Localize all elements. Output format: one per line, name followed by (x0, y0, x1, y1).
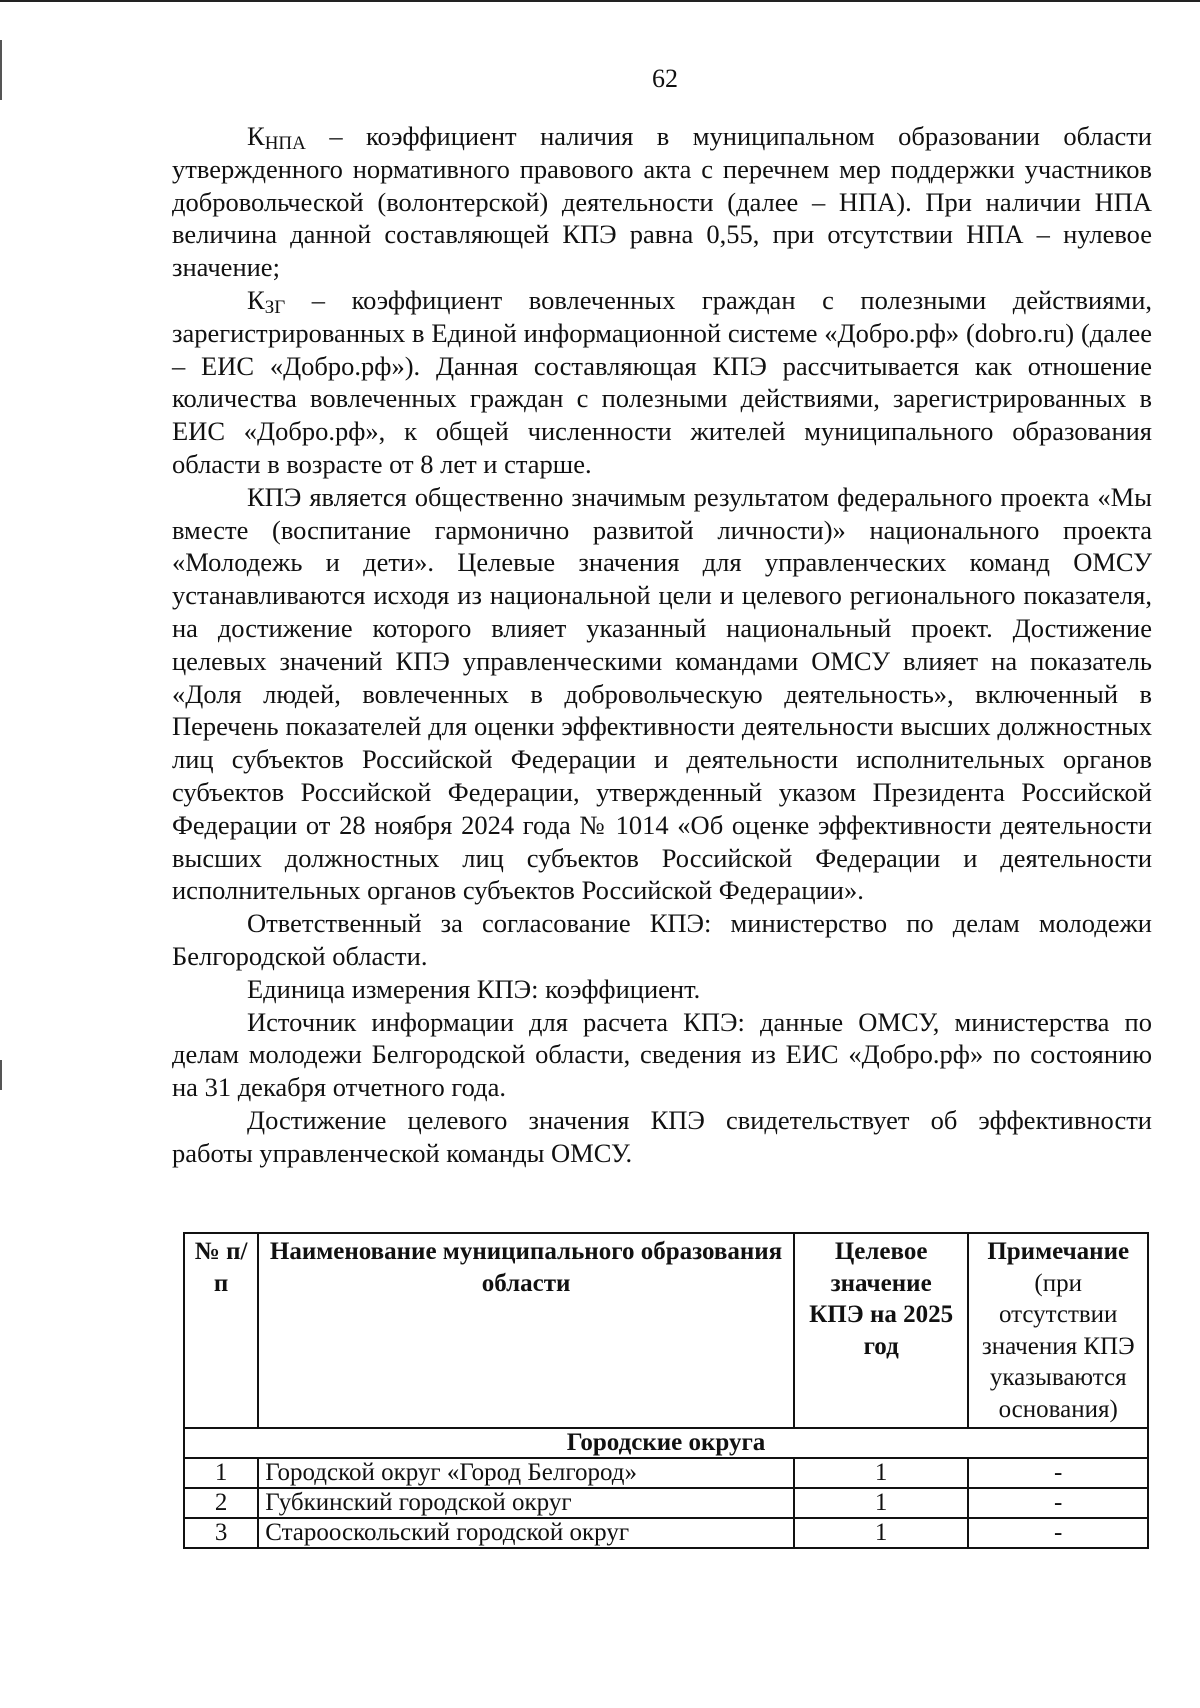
cell-name: Губкинский городской округ (258, 1488, 794, 1518)
symbol-base: К (247, 284, 265, 315)
paragraph-knpa (172, 120, 1152, 284)
top-border-line (0, 0, 1200, 2)
paragraph-achievement: Достижение целевого значения КПЭ свидетельствует об эффективности работы управленческой команды ОМСУ. (172, 1104, 1152, 1168)
scan-edge-mark (0, 1060, 2, 1090)
cell-name: Старооскольский городской округ (258, 1518, 794, 1548)
paragraph-kpe-description: КПЭ является общественно значимым результатом федерального проекта «Мы вместе (воспитание гармонично развитой личности)» национального проекта «Молодежь и дети». Целевые значения для управленческих команд ОМСУ устанавливаются исходя из национальной цели и целевого регионального показателя, на достижение которого влияет указанный национальный проект. Достижение целевых значений КПЭ управленческими командами ОМСУ влияет на показатель «Доля людей, вовлеченных в добровольческую деятельность», включенный в Перечень показателей для оценки эффективности деятельности высших должностных лиц субъектов Российской Федерации и деятельности исполнительных органов субъектов Российской Федерации, утвержденный указом Президента Российской Федерации от 28 ноября 2024 года № 1014 «Об оценке эффективности деятельности высших должностных лиц субъектов Российской Федерации и деятельности исполнительных органов субъектов Российской Федерации». (172, 481, 1152, 906)
group-title: Городские округа (184, 1428, 1148, 1458)
document-body (172, 120, 1152, 1170)
table-row (184, 1458, 1148, 1488)
table-row (184, 1488, 1148, 1518)
page-number: 62 (652, 64, 678, 93)
header-num: № п/п (184, 1233, 258, 1428)
header-note-title: Примечание (987, 1238, 1130, 1265)
paragraph-text: – коэффициент наличия в муниципальном образовании области утвержденного нормативного правового акта с перечнем мер поддержки участников добровольческой (волонтерской) деятельности (далее – НПА). При наличии НПА величина данной составляющей КПЭ равна 0,55, при отсутствии НПА – нулевое значение; (172, 121, 1152, 283)
paragraph-source: Источник информации для расчета КПЭ: данные ОМСУ, министерства по делам молодежи Белгородской области, сведения из ЕИС «Добро.рф» по состоянию на 31 декабря отчетного года. (172, 1006, 1152, 1103)
table-header-row (184, 1233, 1148, 1428)
header-note (968, 1233, 1148, 1428)
symbol-subscript: НПА (264, 133, 306, 154)
cell-num: 1 (184, 1458, 258, 1488)
cell-name: Городской округ «Город Белгород» (258, 1458, 794, 1488)
cell-value: 1 (794, 1518, 969, 1548)
paragraph-text: – коэффициент вовлеченных граждан с полезными действиями, зарегистрированных в Единой информационной системе «Добро.рф» (dobro.ru) (далее – ЕИС «Добро.рф»). Данная составляющая КПЭ рассчитывается как отношение количества вовлеченных граждан с полезными действиями, зарегистрированных в ЕИС «Добро.рф», к общей численности жителей муниципального образования области в возрасте от 8 лет и старше. (172, 284, 1152, 479)
cell-note: - (968, 1518, 1148, 1548)
group-row (184, 1428, 1148, 1458)
header-name: Наименование муниципального образования области (258, 1233, 794, 1428)
symbol-base: К (247, 121, 265, 151)
paragraph-unit: Единица измерения КПЭ: коэффициент. (247, 973, 701, 1004)
cell-value: 1 (794, 1458, 969, 1488)
cell-num: 3 (184, 1518, 258, 1548)
cell-num: 2 (184, 1488, 258, 1518)
table-row (184, 1518, 1148, 1548)
symbol-subscript: ЗГ (264, 296, 286, 318)
paragraph-responsible: Ответственный за согласование КПЭ: министерство по делам молодежи Белгородской области. (172, 908, 1152, 971)
cell-note: - (968, 1458, 1148, 1488)
kpe-table (183, 1232, 1149, 1549)
header-note-explanation: (при отсутствии значения КПЭ указываются основания) (981, 1269, 1135, 1423)
header-value: Целевое значение КПЭ на 2025 год (794, 1233, 969, 1428)
cell-value: 1 (794, 1488, 969, 1518)
paragraph-kzg (172, 284, 1152, 481)
cell-note: - (968, 1488, 1148, 1518)
